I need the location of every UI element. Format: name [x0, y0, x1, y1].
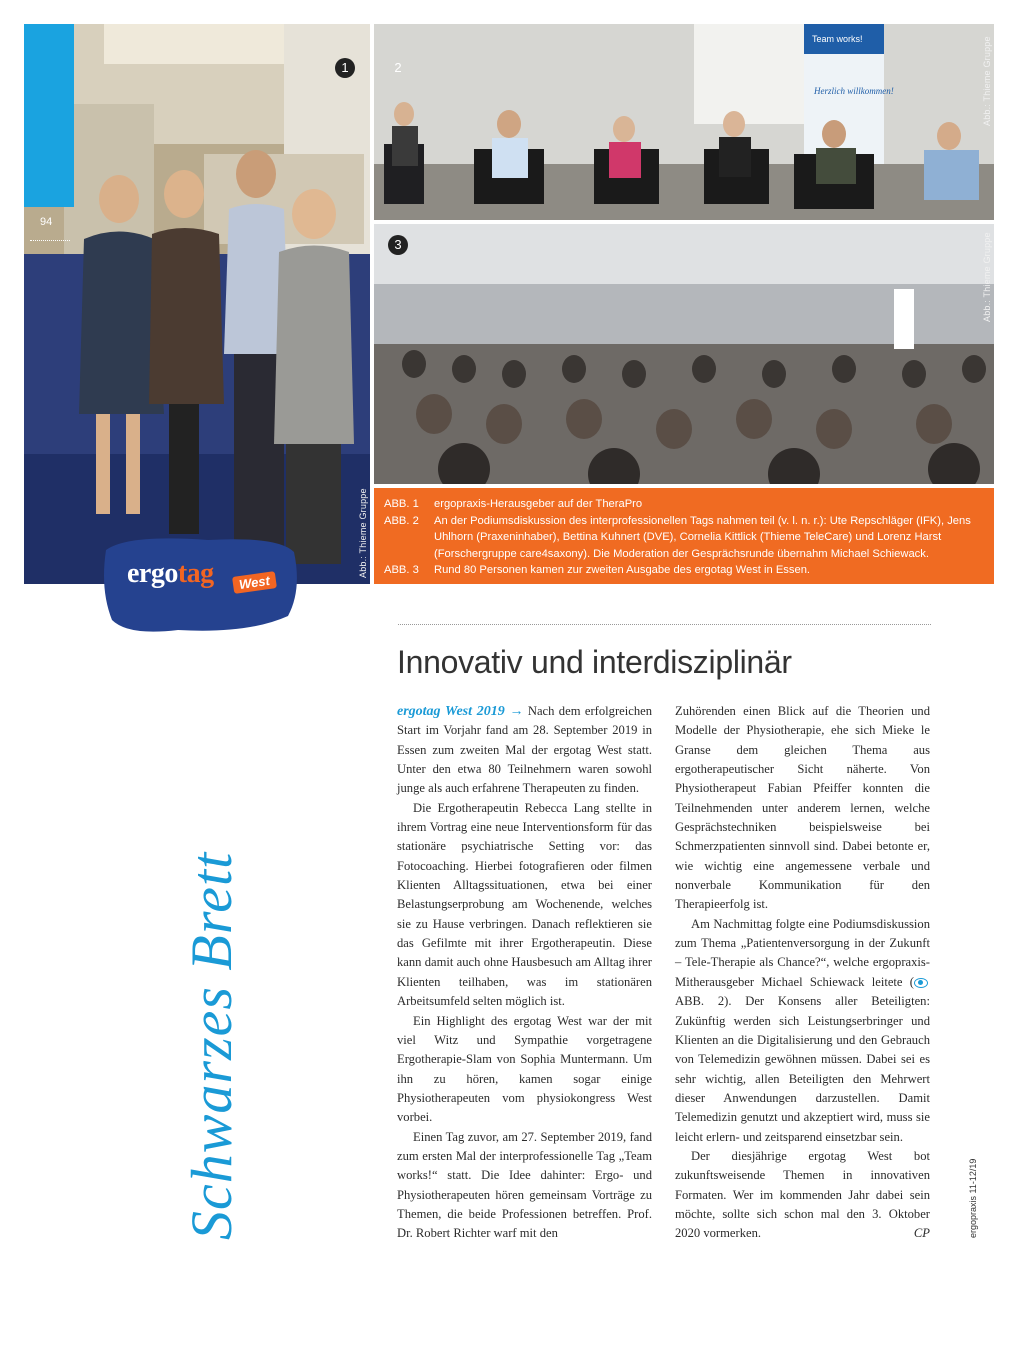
banner-line-1: Team works!: [812, 34, 863, 44]
logo-west-badge: West: [232, 571, 277, 594]
author-signature: CP: [913, 1226, 930, 1241]
paragraph-text: ). Der Konsens aller Beteiligten: Zukünftig werden sich Leistungserbringer und Klienten an die Digitalisierung und den Gebrauch von Telemedizin gewöhnen müssen. Dabei sei es sehr wichtig, allen Beteiligten den Mehrwert dieser Anwendungen darzustellen. Damit Telemedizin genutzt und akzeptiert wird, muss sie leicht erlern- und zeitsparend einsetzbar sein.: [675, 994, 930, 1144]
caption-text: ergopraxis-Herausgeber auf der TheraPro: [434, 498, 643, 510]
paragraph: [675, 1147, 930, 1244]
caption-abb-2: [384, 513, 984, 563]
paragraph-text: Nach dem erfolgreichen Start im Vorjahr fand am 28. September 2019 in Essen zum zweiten Mal der ergotag West statt. Unter den etwa 80 Teilnehmern waren sowohl junge als auch erfahrene Therapeuten zu finden.: [397, 704, 652, 796]
caption-text: Rund 80 Personen kamen zur zweiten Ausgabe des ergotag West in Essen.: [434, 564, 811, 577]
article-headline: Innovativ und interdisziplinär: [397, 644, 792, 680]
figure-reference[interactable]: ABB. 2: [675, 994, 725, 1009]
article-column-1: [397, 702, 652, 1244]
section-title: Schwarzes Brett: [179, 851, 244, 1240]
photo-badge-3: 3: [388, 235, 408, 255]
caption-label: ABB. 2: [384, 514, 419, 527]
paragraph: Ein Highlight des ergotag West war der mit viel Witz und Sympathie vorgetragene Ergotherapie-Slam von Sophia Muntermann. Um ihn zu hören, kamen sogar einige Physiotherapeuten vom physiokongress West vorbei.: [397, 1013, 652, 1125]
photo-captions: [374, 488, 994, 584]
paragraph: [675, 915, 930, 1147]
section-color-tab: [24, 24, 74, 207]
caption-label: ABB. 3: [384, 564, 419, 577]
caption-abb-3: [384, 562, 984, 579]
page-number: 94: [40, 216, 53, 228]
lead-keyword: ergotag West 2019 →: [397, 704, 524, 719]
article-column-2: [675, 702, 930, 1244]
caption-text: An der Podiumsdiskussion des interprofessionellen Tags nahmen teil (v. l. n. r.): Ute Repschläger (IFK), Jens Uhlhorn (Praxeninhaber), Bettina Kuhnert (DVE), Cornelia Kittlick (Thieme TeleCare) und Lorenz Harst (Forschergruppe care4saxony). Die Moderation der Gesprächsrunde übernahm Michael Schiewack.: [434, 514, 971, 560]
headline-rule: [398, 624, 931, 625]
logo-ergo: ergo: [127, 558, 178, 589]
photo-badge-2: 2: [394, 60, 402, 75]
photo-credit-3: Abb.: Thieme Gruppe: [982, 232, 992, 322]
banner-line-2: Herzlich willkommen!: [814, 86, 894, 96]
photo-auditorium: [374, 224, 994, 484]
logo-wordmark: [127, 558, 214, 590]
eye-icon: [914, 978, 928, 988]
logo-tag: tag: [177, 558, 214, 589]
paragraph-text: Am Nachmittag folgte eine Podiumsdiskussion zum Thema „Patientenversorgung in der Zukunft – Tele-Therapie als Chance?“, welche ergopraxis-Mitherausgeber Michael Schiewack leitete (: [675, 916, 930, 989]
caption-abb-1: [384, 496, 984, 513]
paragraph: [397, 702, 652, 799]
photo-credit-2: Abb.: Thieme Gruppe: [982, 36, 992, 126]
paragraph: Einen Tag zuvor, am 27. September 2019, fand zum ersten Mal der interprofessionelle Tag „Team works!“ statt. Die Idee dahinter: Ergo- und Physiotherapeuten hören gemeinsam Vorträge zu Themen, die beide Professionen betreffen. Prof. Dr. Robert Richter warf mit den: [397, 1129, 652, 1241]
page-number-rule: [30, 240, 70, 241]
photo-badge-1: 1: [335, 58, 355, 78]
journal-reference: ergopraxis 11-12/19: [968, 1158, 978, 1238]
photo-panel-discussion: [374, 24, 994, 220]
paragraph: Zuhörenden einen Blick auf die Theorien und Modelle der Physiotherapie, ehe sich Mieke le Granse dem gleichen Thema aus ergotherapeutischer Sicht näherte. Von Physiotherapeut Fabian Pfeiffer konnten die Teilnehmenden unter anderem lernen, welche Gesprächstechniken beispielsweise bei Schmerzpatienten sinnvoll sind. Dabei betonte er, wie wichtig eine angemessene verbale und nonverbale Kommunikation für den Therapieerfolg ist.: [675, 704, 930, 912]
photo-credit-1: Abb.: Thieme Gruppe: [358, 488, 368, 578]
photo-booth-group: [24, 24, 370, 584]
paragraph-text: Der diesjährige ergotag West bot zukunftsweisende Themen in innovativen Formaten. Wer im kommenden Jahr dabei sein möchte, sollte sich schon mal den 3. Oktober 2020 vormerken.: [675, 1148, 930, 1241]
caption-label: ABB. 1: [384, 498, 419, 510]
paragraph: Die Ergotherapeutin Rebecca Lang stellte in ihrem Vortrag eine neue Interventionsform für das stationäre psychiatrische Setting vor: das Fotocoaching. Hierbei fotografieren oder filmen Klienten Alltagssituationen, etwa bei einer Belastungserprobung am Wochenende, welches sie zu Hause verbringen. Danach reflektieren sie das Gefilmte mit ihrer Ergotherapeutin. Diese kann damit auch ohne Hausbesuch am Alltag ihrer Klienten teilhaben, was im stationären Arbeitsumfeld selten möglich ist.: [397, 800, 652, 1009]
